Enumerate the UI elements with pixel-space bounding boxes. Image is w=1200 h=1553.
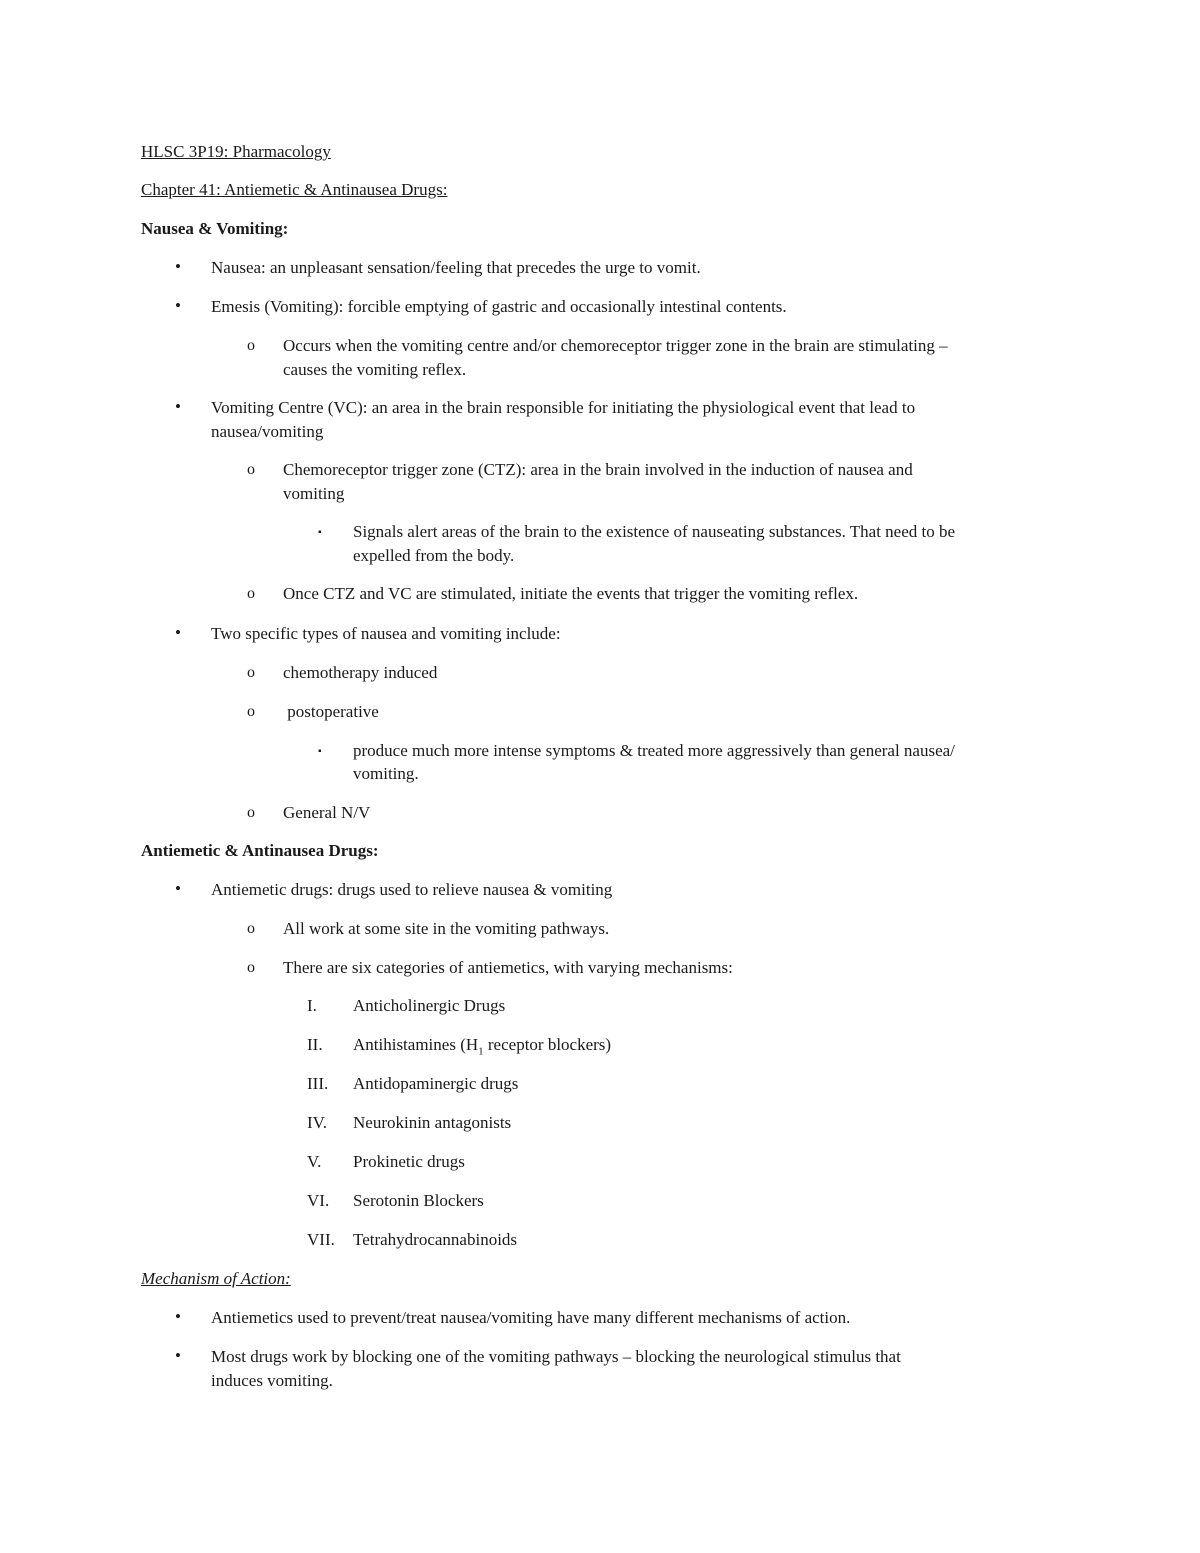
list-item: Vomiting Centre (VC): an area in the brain responsible for initiating the physiological event that lead to [211, 398, 916, 417]
category-text: Antihistamines (H [353, 1035, 479, 1054]
list-item: General N/V [283, 803, 371, 822]
category-item: Serotonin Blockers [353, 1191, 484, 1210]
list-item: Once CTZ and VC are stimulated, initiate the events that trigger the vomiting reflex. [283, 584, 859, 603]
bullet-icon: • [175, 296, 181, 315]
list-item: Emesis (Vomiting): forcible emptying of gastric and occasionally intestinal contents. [211, 297, 787, 316]
category-item: Prokinetic drugs [353, 1152, 465, 1171]
chapter-title: Chapter 41: Antiemetic & Antinausea Drugs: [141, 180, 448, 199]
category-text-tail: receptor blockers) [483, 1035, 612, 1054]
list-item: Occurs when the vomiting centre and/or chemoreceptor trigger zone in the brain are stimulating – [283, 336, 948, 355]
square-bullet-icon: ▪ [318, 527, 322, 538]
category-number: I. [307, 996, 317, 1015]
list-item: Antiemetic drugs: drugs used to relieve nausea & vomiting [211, 880, 613, 899]
list-item: Nausea: an unpleasant sensation/feeling that precedes the urge to vomit. [211, 258, 701, 277]
circle-bullet-icon: o [247, 959, 255, 976]
list-item: Antiemetics used to prevent/treat nausea/vomiting have many different mechanisms of action. [211, 1308, 851, 1327]
list-item-continuation: expelled from the body. [353, 546, 515, 565]
circle-bullet-icon: o [247, 664, 255, 681]
bullet-icon: • [175, 623, 181, 642]
category-item [353, 1033, 611, 1057]
list-item: Chemoreceptor trigger zone (CTZ): area in the brain involved in the induction of nausea and [283, 460, 913, 479]
list-item: postoperative [283, 702, 379, 721]
list-item-continuation: vomiting [283, 484, 345, 503]
bullet-icon: • [175, 397, 181, 416]
list-item: All work at some site in the vomiting pathways. [283, 919, 610, 938]
circle-bullet-icon: o [247, 920, 255, 937]
category-number: VI. [307, 1191, 330, 1210]
category-number: VII. [307, 1230, 335, 1249]
section-heading-mechanism: Mechanism of Action: [141, 1269, 291, 1288]
category-item: Anticholinergic Drugs [353, 996, 506, 1015]
circle-bullet-icon: o [247, 804, 255, 821]
category-number: III. [307, 1074, 329, 1093]
category-item: Neurokinin antagonists [353, 1113, 512, 1132]
list-item: Two specific types of nausea and vomiting include: [211, 624, 561, 643]
square-bullet-icon: ▪ [318, 746, 322, 757]
list-item: Signals alert areas of the brain to the existence of nauseating substances. That need to be [353, 522, 956, 541]
category-item: Antidopaminergic drugs [353, 1074, 519, 1093]
section-heading-antiemetic-drugs: Antiemetic & Antinausea Drugs: [141, 841, 379, 860]
category-number: V. [307, 1152, 322, 1171]
list-item: There are six categories of antiemetics, with varying mechanisms: [283, 958, 733, 977]
bullet-icon: • [175, 1307, 181, 1326]
list-item: produce much more intense symptoms & treated more aggressively than general nausea/ [353, 741, 955, 760]
subscript: 1 [478, 1045, 484, 1058]
circle-bullet-icon: o [247, 337, 255, 354]
circle-bullet-icon: o [247, 461, 255, 478]
bullet-icon: • [175, 1346, 181, 1365]
course-title: HLSC 3P19: Pharmacology [141, 142, 331, 161]
list-item: Most drugs work by blocking one of the vomiting pathways – blocking the neurological stimulus that [211, 1347, 901, 1366]
list-item-continuation: vomiting. [353, 764, 419, 783]
list-item-continuation: induces vomiting. [211, 1371, 333, 1390]
list-item-continuation: causes the vomiting reflex. [283, 360, 467, 379]
category-number: IV. [307, 1113, 327, 1132]
list-item: chemotherapy induced [283, 663, 438, 682]
list-item-continuation: nausea/vomiting [211, 422, 324, 441]
circle-bullet-icon: o [247, 585, 255, 602]
bullet-icon: • [175, 879, 181, 898]
category-number: II. [307, 1035, 323, 1054]
bullet-icon: • [175, 257, 181, 276]
circle-bullet-icon: o [247, 703, 255, 720]
section-heading-nausea-vomiting: Nausea & Vomiting: [141, 219, 289, 238]
category-item: Tetrahydrocannabinoids [353, 1230, 518, 1249]
